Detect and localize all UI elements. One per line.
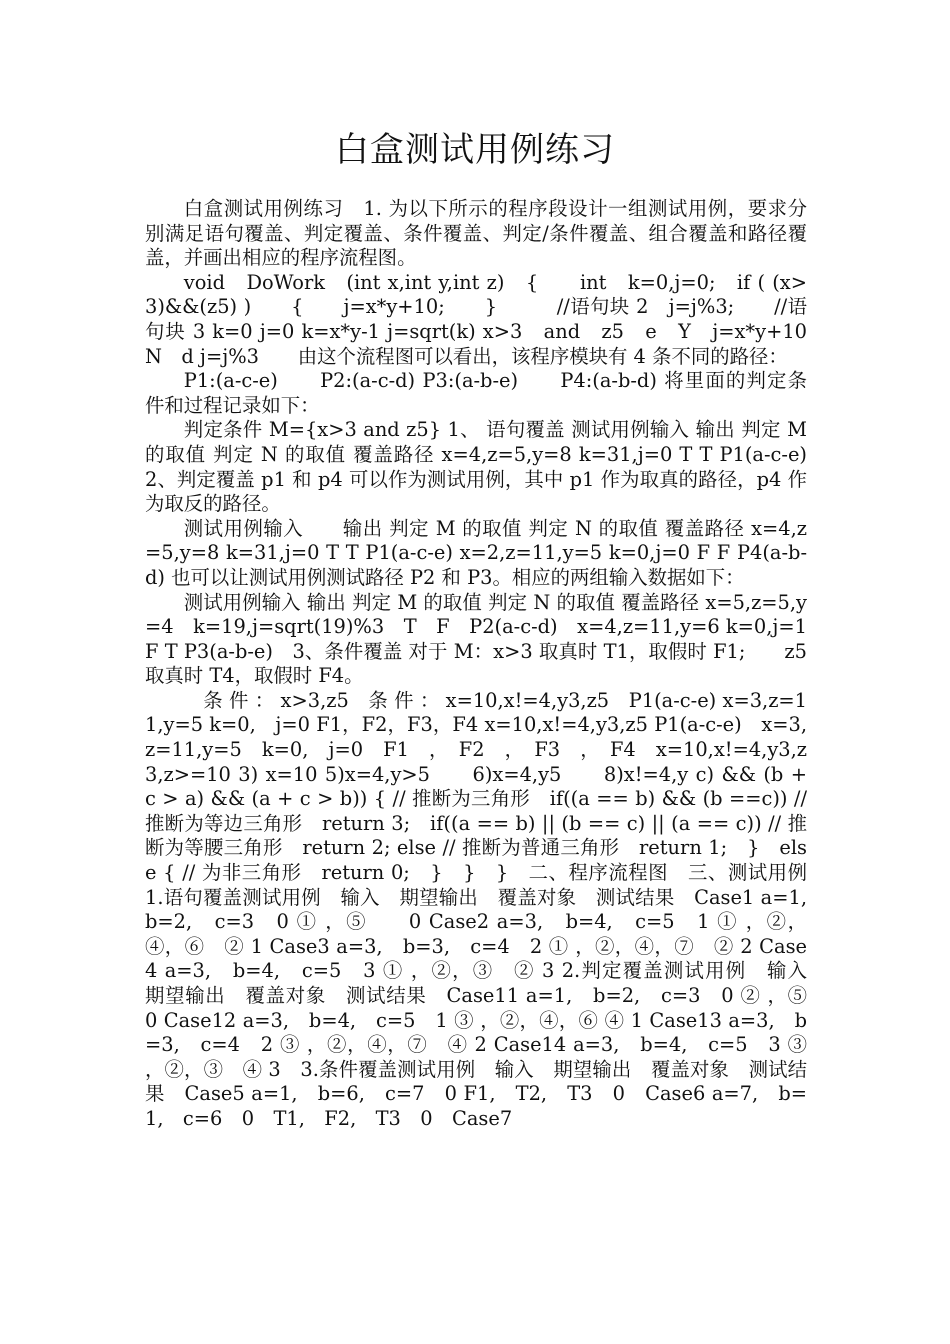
paragraph-7: 条 件 ： x>3,z5 条 件 ： x=10,x!=4,y3,z5 P1(a-c-e) x=3,z=11,y=5 k=0, j=0 F1，F2，F3，F4 x=10,x!=4,y3,z5 P1(a-c-e) x=3,z=11,y=5 k=0, j=0 F1 ， F2 ， F3 ， F4 x=10,x!=4,y3,z3,z>=10 3) x=10 5)x=4,y>5 6)x=4,y5 8)x!=4,y c) && (b + c > a) && (a + c > b)) { // 推断为三角形 if((a == b) && (b ==c)) // 推断为等边三角形 return 3; if((a == b) || (b == c) || (a == c)) // 推断为等腰三角形 return 2; else // 推断为普通三角形 return 1; } else { // 为非三角形 return 0; } } } 二、程序流程图 三、测试用例 1.语句覆盖测试用例 输入 期望输出 覆盖对象 测试结果 Case1 a=1, b=2, c=3 0 ① ，⑤ 0 Case2 a=3, b=4, c=5 1 ① ，②，④，⑥ ② 1 Case3 a=3, b=3, c=4 2 ① ，②，④，⑦ ② 2 Case4 a=3, b=4, c=5 3 ① ，②，③ ② 3 2.判定覆盖测试用例 输入 期望输出 覆盖对象 测试结果 Case11 a=1, b=2, c=3 0 ② ，⑤ 0 Case12 a=3, b=4, c=5 1 ③ ，②，④，⑥ ④ 1 Case13 a=3, b=3, c=4 2 ③ ，②，④，⑦ ④ 2 Case14 a=3, b=4, c=5 3 ③ ，②，③ ④ 3 3.条件覆盖测试用例 输入 期望输出 覆盖对象 测试结果 Case5 a=1, b=6, c=7 0 F1, T2, T3 0 Case6 a=7, b=1, c=6 0 T1, F2, T3 0 Case7 bbox=[145, 688, 846, 1130]
paragraph-4: 判定条件 M={x>3 and z5} 1、 语句覆盖 测试用例输入 输出 判定 M 的取值 判定 N 的取值 覆盖路径 x=4,z=5,y=8 k=31,j=0 T T P1(a-c-e) 2、判定覆盖 p1 和 p4 可以作为测试用例，其中 p1 作为取真的路径，p4 作为取反的路径。 bbox=[145, 418, 827, 516]
paragraph-1: 白盒测试用例练习 1. 为以下所示的程序段设计一组测试用例，要求分别满足语句覆盖、判定覆盖、条件覆盖、判定/条件覆盖、组合覆盖和路径覆盖，并画出相应的程序流程图。 bbox=[145, 197, 807, 270]
paragraph-3: P1:(a-c-e) P2:(a-c-d) P3:(a-b-e) P4:(a-b-d) 将里面的判定条件和过程记录如下： bbox=[145, 369, 807, 417]
document-body bbox=[145, 197, 846, 1132]
paragraph-5: 测试用例输入 输出 判定 M 的取值 判定 N 的取值 覆盖路径 x=4,z=5,y=8 k=31,j=0 T T P1(a-c-e) x=2,z=11,y=5 k=0,j=0 F F P4(a-b-d) 也可以让测试用例测试路径 P2 和 P3。相应的两组输入数据如下： bbox=[145, 516, 807, 589]
paragraph-6: 测试用例输入 输出 判定 M 的取值 判定 N 的取值 覆盖路径 x=5,z=5,y=4 k=19,j=sqrt(19)%3 T F P2(a-c-d) x=4,z=11,y=6 k=0,j=1 F T P3(a-b-e) 3、条件覆盖 对于 M：x>3 取真时 T1，取假时 F1; z5 取真时 T4，取假时 F4。 bbox=[145, 590, 807, 688]
paragraph-2: void DoWork (int x,int y,int z) { int k=0,j=0; if ( (x>3)&&(z5) ) { j=x*y+10; } //语句块 2 j=j%3; //语句块 3 k=0 j=0 k=x*y-1 j=sqrt(k) x>3 and z5 e Y j=x*y+10 N d j=j%3 由这个流程图可以看出，该程序模块有 4 条不同的路径： bbox=[145, 270, 846, 368]
document-title: 白盒测试用例练习 bbox=[335, 130, 615, 170]
